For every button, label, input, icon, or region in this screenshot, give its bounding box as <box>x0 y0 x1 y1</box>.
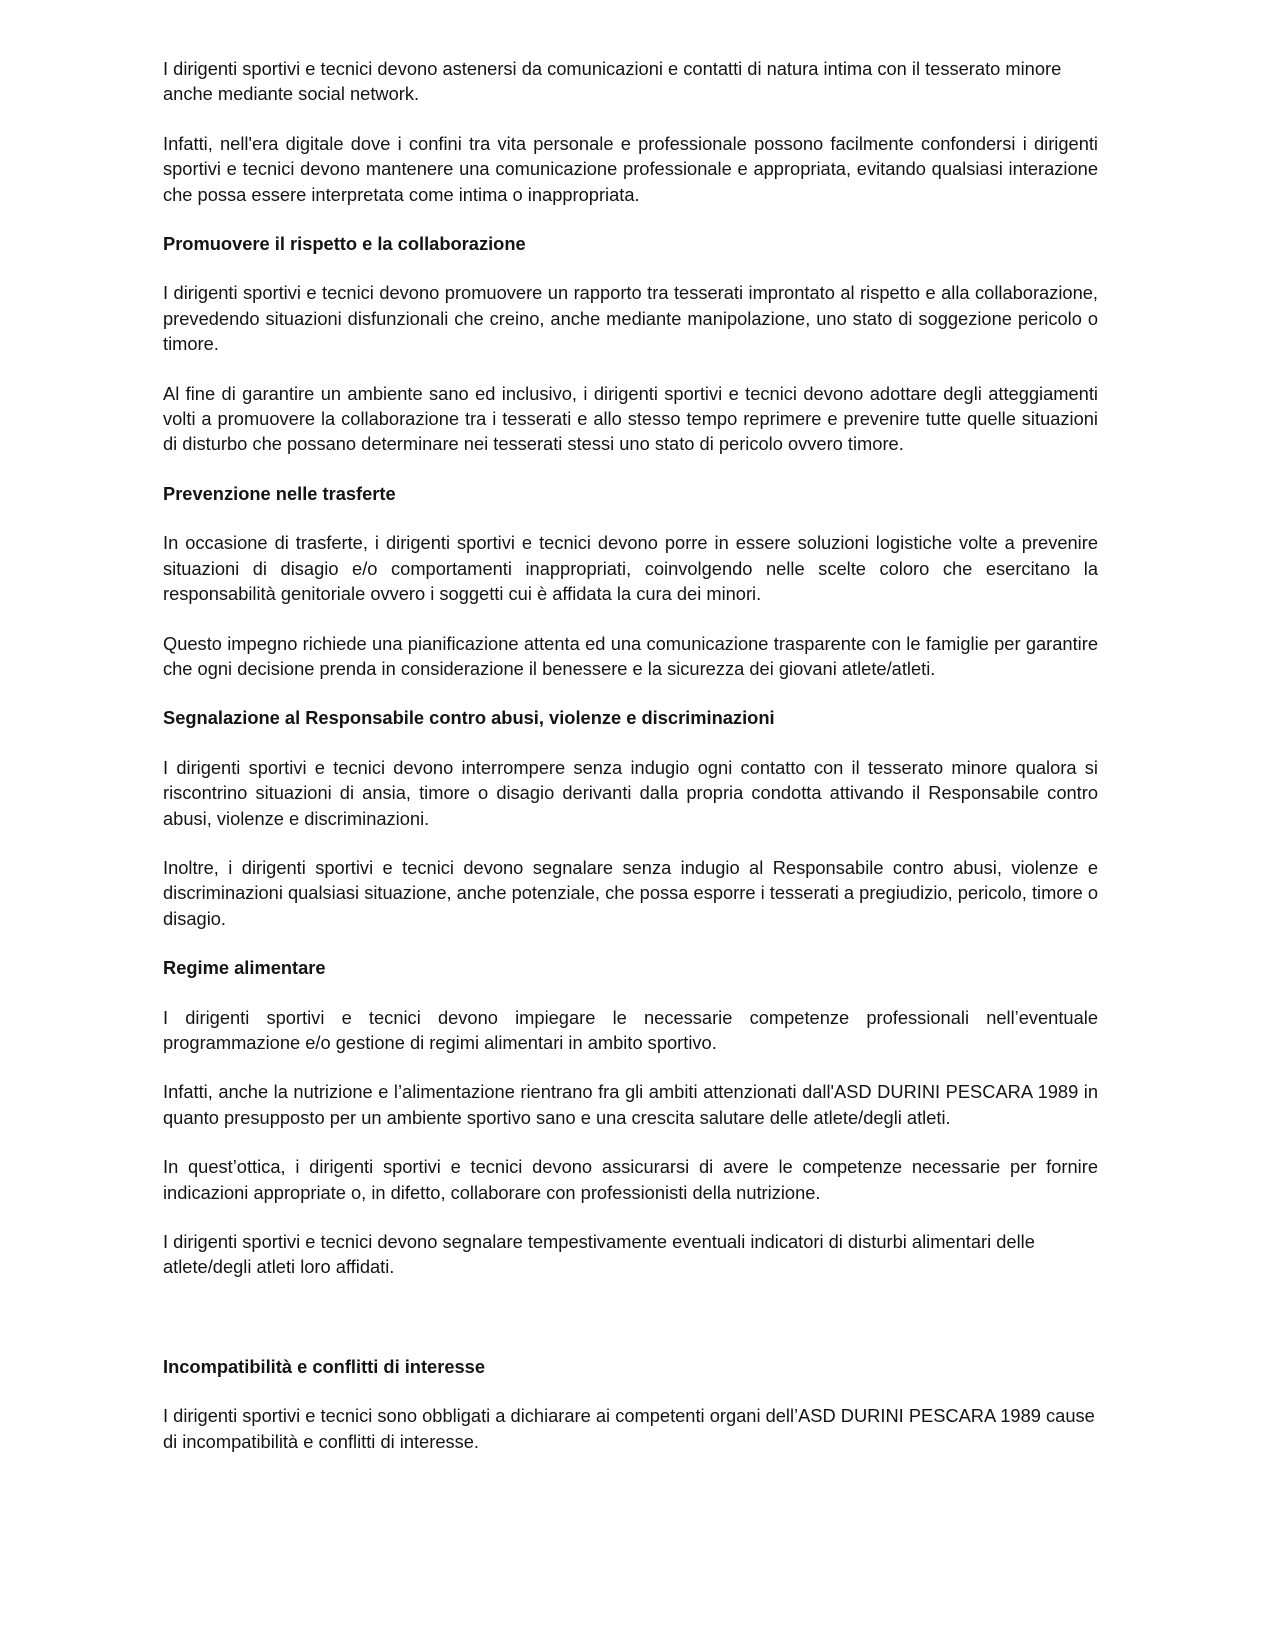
paragraph-eating-disorders: I dirigenti sportivi e tecnici devono segnalare tempestivamente eventuali indicatori di disturbi alimentari delle atlete/degli atleti loro affidati. <box>163 1231 1035 1278</box>
heading-travel-prevention: Prevenzione nelle trasferte <box>163 482 396 504</box>
paragraph-promote-relationship: I dirigenti sportivi e tecnici devono promuovere un rapporto tra tesserati improntato al rispetto e alla collaborazione, prevedendo situazioni disfunzionali che creino, anche mediante manipolazione, uno stato di soggezione pericolo o timore. <box>163 282 1098 355</box>
heading-report-responsible: Segnalazione al Responsabile contro abusi, violenze e discriminazioni <box>163 707 775 729</box>
heading-diet-regime: Regime alimentare <box>163 957 326 979</box>
paragraph-travel-logistics: In occasione di trasferte, i dirigenti sportivi e tecnici devono porre in essere soluzioni logistiche volte a prevenire situazioni di disagio e/o comportamenti inappropriati, coinvolgendo nelle scelte coloro che esercitano la responsabilità genitoriale ovvero i soggetti cui è affidata la cura dei minori. <box>163 532 1098 605</box>
paragraph-travel-planning: Questo impegno richiede una pianificazione attenta ed una comunicazione trasparente con le famiglie per garantire che ogni decisione prenda in considerazione il benessere e la sicurezza dei giovani atlete/atleti. <box>163 632 1098 679</box>
paragraph-nutrition-focus: Infatti, anche la nutrizione e l’alimentazione rientrano fra gli ambiti attenzionati dall'ASD DURINI PESCARA 1989 in quanto presupposto per un ambiente sportivo sano e una crescita salutare delle atlete/degli atleti. <box>163 1081 1098 1128</box>
document-page <box>163 56 1098 1478</box>
section-spacer <box>163 1304 1098 1354</box>
heading-conflicts-interest: Incompatibilità e conflitti di interesse <box>163 1355 486 1377</box>
paragraph-intimate-communication: I dirigenti sportivi e tecnici devono astenersi da comunicazioni e contatti di natura intima con il tesserato minore anche mediante social network. <box>163 58 1062 105</box>
paragraph-digital-era: Infatti, nell'era digitale dove i confini tra vita personale e professionale possono facilmente confondersi i dirigenti sportivi e tecnici devono mantenere una comunicazione professionale e appropriata, evitando qualsiasi interazione che possa essere interpretata come intima o inappropriata. <box>163 132 1098 205</box>
paragraph-nutrition-professionals: In quest’ottica, i dirigenti sportivi e tecnici devono assicurarsi di avere le competenze necessarie per fornire indicazioni appropriate o, in difetto, collaborare con professionisti della nutrizione. <box>163 1156 1098 1203</box>
paragraph-declare-conflicts: I dirigenti sportivi e tecnici sono obbligati a dichiarare ai competenti organi dell’ASD DURINI PESCARA 1989 cause di incompatibilità e conflitti di interesse. <box>163 1405 1095 1452</box>
paragraph-inclusive-environment: Al fine di garantire un ambiente sano ed inclusivo, i dirigenti sportivi e tecnici devono adottare degli atteggiamenti volti a promuovere la collaborazione tra i tesserati e allo stesso tempo reprimere e prevenire tutte quelle situazioni di disturbo che possano determinare nei tesserati stessi uno stato di pericolo ovvero timore. <box>163 382 1098 455</box>
paragraph-diet-competences: I dirigenti sportivi e tecnici devono impiegare le necessarie competenze professionali nell’eventuale programmazione e/o gestione di regimi alimentari in ambito sportivo. <box>163 1006 1098 1053</box>
paragraph-interrupt-contact: I dirigenti sportivi e tecnici devono interrompere senza indugio ogni contatto con il tesserato minore qualora si riscontrino situazioni di ansia, timore o disagio derivanti dalla propria condotta attivando il Responsabile contro abusi, violenze e discriminazioni. <box>163 756 1098 829</box>
paragraph-report-situations: Inoltre, i dirigenti sportivi e tecnici devono segnalare senza indugio al Responsabile contro abusi, violenze e discriminazioni qualsiasi situazione, anche potenziale, che possa esporre i tesserati a pregiudizio, pericolo, timore o disagio. <box>163 856 1098 929</box>
heading-respect-collaboration: Promuovere il rispetto e la collaborazione <box>163 233 526 255</box>
